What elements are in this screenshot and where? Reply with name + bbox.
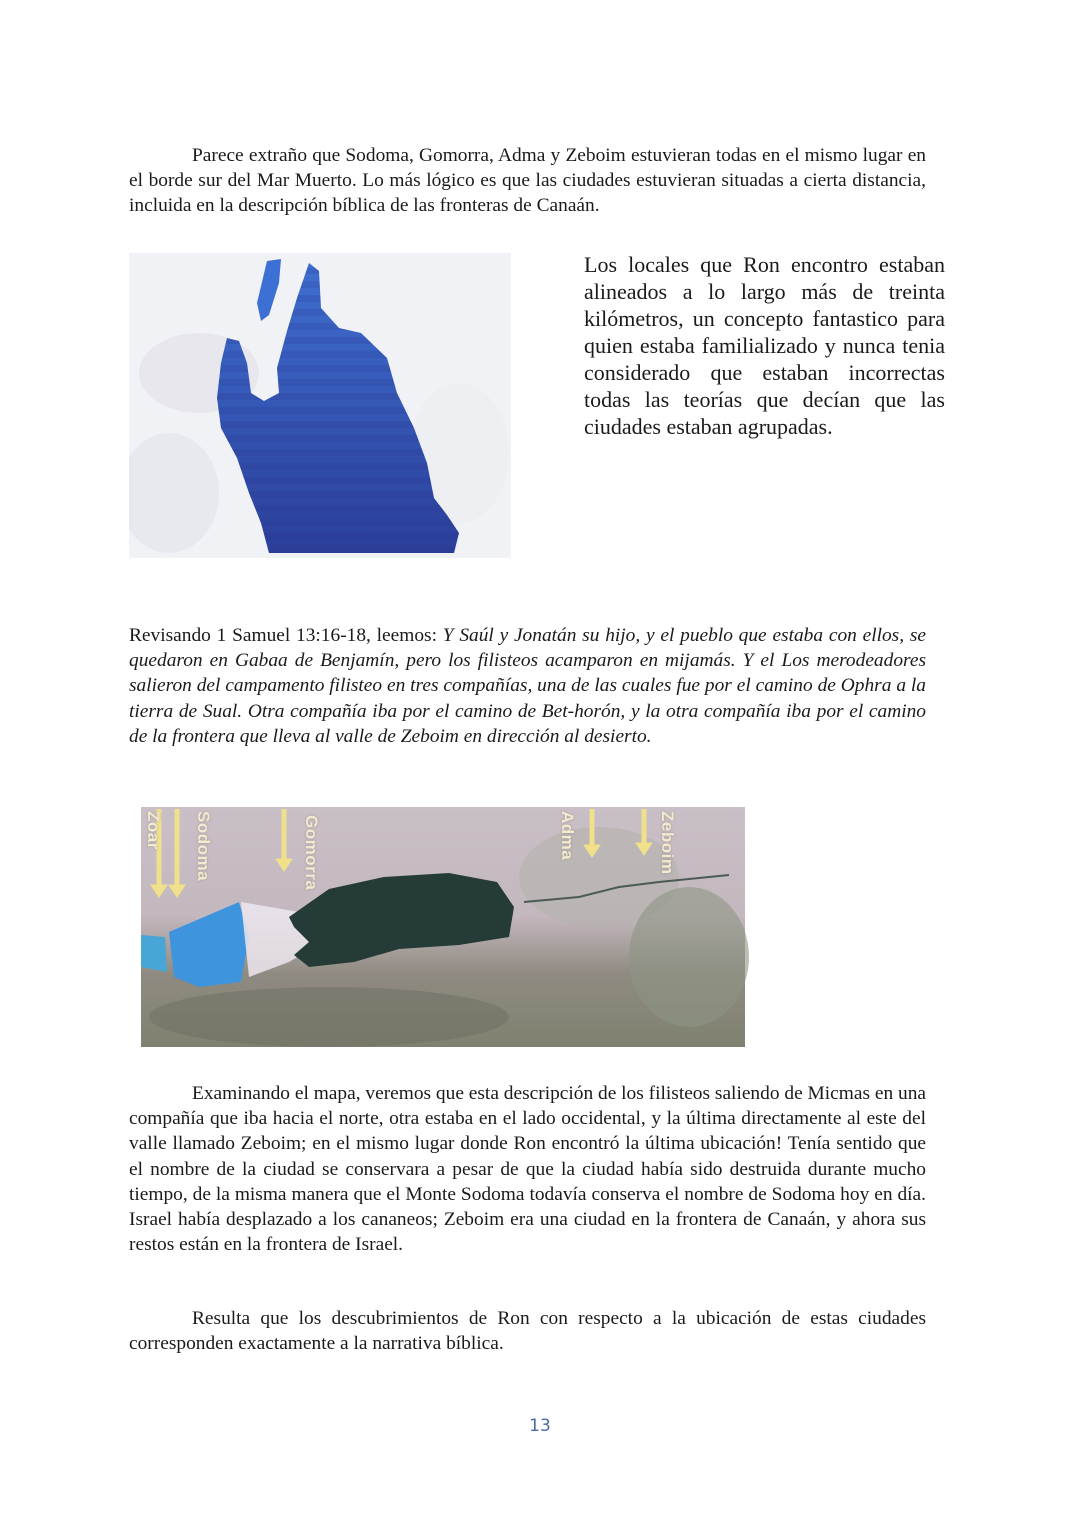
map-label-zeboim: Zeboim [658,811,677,875]
samuel-intro-text: Revisando 1 Samuel 13:16-18, leemos: [129,625,443,646]
sidebar-paragraph: Los locales que Ron encontro estaban alineados a lo largo más de treinta kilómetros, un concepto fantastico para quien estaba familializado y nunca tenia considerado que estaban incorrectas todas las teorías que decían que las ciudades estaban agrupadas. [584,252,945,439]
samuel-paragraph [129,623,926,749]
conclusion-paragraph: Resulta que los descubrimientos de Ron con respecto a la ubicación de estas ciudades corresponden exactamente a la narrativa bíblica. [129,1308,926,1355]
intro-paragraph: Parece extraño que Sodoma, Gomorra, Adma y Zeboim estuvieran todas en el mismo lugar en el borde sur del Mar Muerto. Lo más lógico es que las ciudades estuvieran situadas a cierta distancia, incluida en la descripción bíblica de las fronteras de Canaán. [129,145,926,217]
dead-sea-satellite-image [129,253,511,558]
cities-map-image [129,797,749,1055]
map-label-zoar: Zoar [144,811,163,850]
map-label-gomorra: Gomorra [302,815,321,891]
examining-paragraph: Examinando el mapa, veremos que esta descripción de los filisteos saliendo de Micmas en una compañía que iba hacia el norte, otra estaba en el lado occidental, y la última directamente al este del valle llamado Zeboim; en el mismo lugar donde Ron encontró la última ubicación! Tenía sentido que el nombre de la ciudad se conservara a pesar de que la ciudad había sido destruida durante mucho tiempo, de la misma manera que el Monte Sodoma todavía conserva el nombre de Sodoma hoy en día. Israel había desplazado a los cananeos; Zeboim era una ciudad en la frontera de Canaán, y ahora sus restos están en la frontera de Israel. [129,1083,926,1256]
samuel-quote-text: Y Saúl y Jonatán su hijo, y el pueblo que estaba con ellos, se quedaron en Gabaa de Benjamín, pero los filisteos acamparon en mijamás. Y el Los merodeadores salieron del campamento filisteo en tres compañías, una de las cuales fue por el camino de Ophra a la tierra de Sual. Otra compañía iba por el camino de Bet-horón, y la otra compañía iba por el camino de la frontera que lleva al valle de Zeboim en dirección al desierto. [129,625,926,747]
map-label-sodoma: Sodoma [194,811,213,882]
page-number: 13 [529,1416,551,1436]
map-label-adma: Adma [558,811,577,861]
